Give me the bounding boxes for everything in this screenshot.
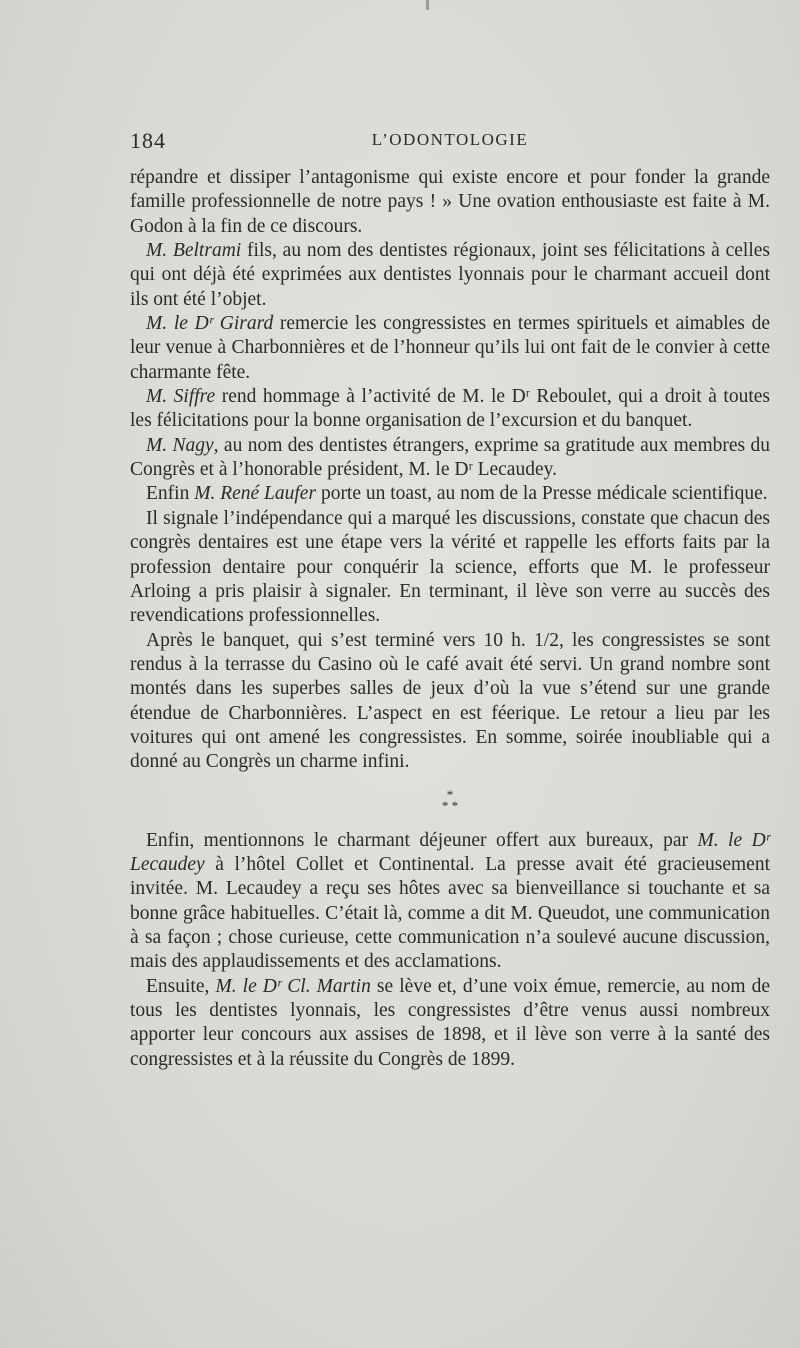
paragraph-lead: Ensuite, xyxy=(146,975,216,997)
paragraph xyxy=(130,975,770,1072)
paragraph-text: Il signale l’indépendance qui a marqué les discussions, constate que chacun des congrès dentaires est une étape vers la vérité et rappelle les efforts faits par la profession dentaire pour conquérir la science, efforts que M. le professeur Arloing a pris plaisir à signaler. En terminant, il lève son verre au succès des revendications professionnelles. xyxy=(130,507,770,627)
paragraph xyxy=(130,507,770,629)
speaker-name: M. Beltrami xyxy=(146,240,242,262)
page-number: 184 xyxy=(130,128,166,153)
speaker-name: M. René Laufer xyxy=(194,483,317,505)
body-text xyxy=(130,166,770,1072)
asterism-top: * xyxy=(446,786,454,802)
paragraph-text: porte un toast, au nom de la Presse médicale scientifique. xyxy=(316,483,768,505)
paragraph-text: , au nom des dentistes étrangers, exprime sa gratitude aux membres du Congrès et à l’honorable président, M. le Dʳ Lecaudey. xyxy=(130,434,770,481)
speaker-name: M. Siffre xyxy=(146,386,216,408)
paragraph-text: fils, au nom des dentistes régionaux, joint ses félicitations à celles qui ont déjà été exprimées aux dentistes lyonnais pour le charmant accueil dont ils ont été l’objet. xyxy=(130,240,770,310)
paragraph-text: à l’hôtel Collet et Continental. La presse avait été gracieusement invitée. M. Lecaudey a reçu ses hôtes avec sa bienveillance si touchante et sa bonne grâce habituelles. C’était là, comme a dit M. Queudot, une communication à sa façon ; chose curieuse, cette communication n’a soulevé aucune discussion, mais des applaudissements et des acclamations. xyxy=(130,853,770,973)
paragraph-lead: Enfin xyxy=(146,483,195,505)
asterism-bottom: * * xyxy=(441,797,459,813)
paragraph xyxy=(130,385,770,434)
page-header xyxy=(130,128,770,158)
paragraph-text: se lève et, d’une voix émue, remercie, au nom de tous les dentistes lyonnais, les congressistes d’être venus aussi nombreux apporter leur concours aux assises de 1898, et il lève son verre à la santé des congressistes et à la réussite du Congrès de 1899. xyxy=(130,975,770,1070)
paragraph-text: Après le banquet, qui s’est terminé vers 10 h. 1/2, les congressistes se sont rendus à la terrasse du Casino où le café avait été servi. Un grand nombre sont montés dans les superbes salles de jeux d’où la vue s’étend sur une grande étendue de Charbonnières. L’aspect en est féerique. Le retour a lieu par les voitures qui ont amené les congressistes. En somme, soirée inoubliable qui a donné au Congrès un charme infini. xyxy=(130,629,770,773)
paragraph-lead: Enfin, mentionnons le charmant déjeuner offert aux bureaux, par xyxy=(146,829,698,851)
paragraph xyxy=(130,166,770,239)
paragraph-text: répandre et dissiper l’antagonisme qui existe encore et pour fonder la grande famille professionnelle de notre pays ! » Une ovation enthousiaste est faite à M. Godon à la fin de ce discours. xyxy=(130,167,770,237)
speaker-name: M. le Dʳ Girard xyxy=(146,313,274,335)
running-title: L’ODONTOLOGIE xyxy=(371,130,529,149)
paragraph xyxy=(130,482,770,506)
speaker-name: M. le Dʳ Lecaudey xyxy=(130,829,771,875)
speaker-name: M. le Dʳ Cl. Martin xyxy=(215,975,371,997)
paragraph xyxy=(130,829,770,975)
paragraph xyxy=(130,312,770,385)
section-separator xyxy=(130,786,770,813)
paragraph-text: rend hommage à l’activité de M. le Dʳ Reboulet, qui a droit à toutes les félicitations pour la bonne organisation de l’excursion et du banquet. xyxy=(130,386,770,432)
paragraph-text: remercie les congressistes en termes spirituels et aimables de leur venue à Charbonnières et de l’honneur qu’ils lui ont fait de le convier à cette charmante fête. xyxy=(130,313,771,383)
paragraph xyxy=(130,434,770,483)
print-mark xyxy=(426,0,429,10)
speaker-name: M. Nagy xyxy=(146,434,214,456)
paragraph xyxy=(130,629,770,775)
paragraph xyxy=(130,239,770,312)
